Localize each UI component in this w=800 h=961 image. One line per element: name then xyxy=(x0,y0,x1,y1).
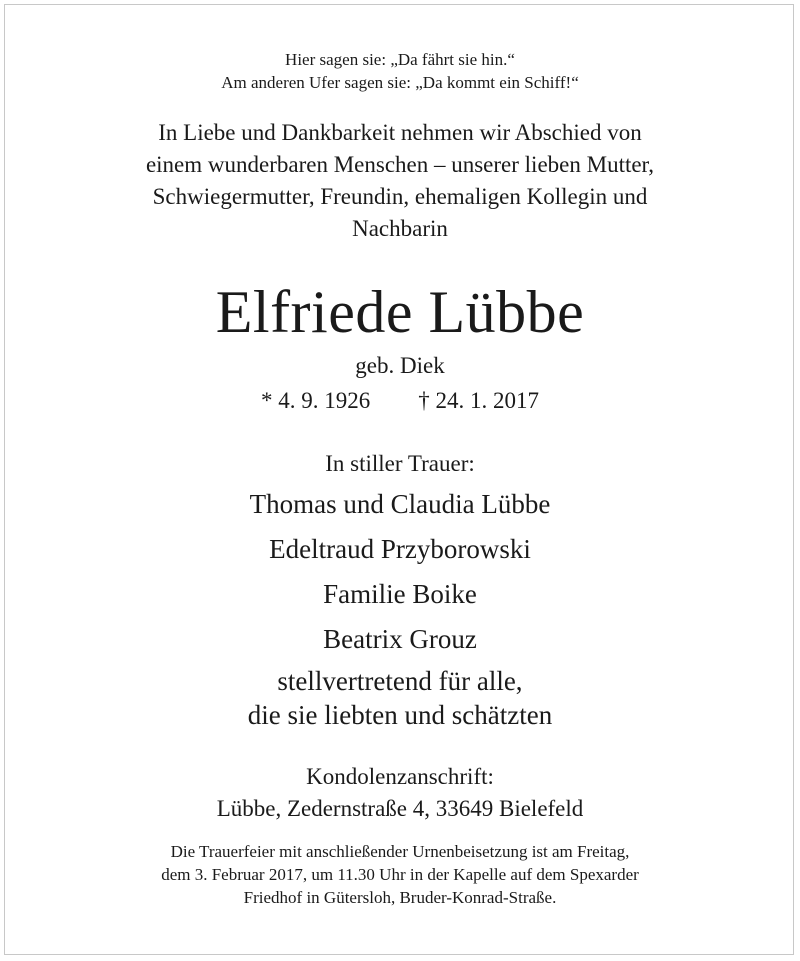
mourner-name: Thomas und Claudia Lübbe xyxy=(249,489,551,519)
death-date: † 24. 1. 2017 xyxy=(418,388,539,413)
quote-line-1: Hier sagen sie: „Da fährt sie hin.“ xyxy=(285,50,515,69)
quote-line-2: Am anderen Ufer sagen sie: „Da kommt ein Schiff!“ xyxy=(221,73,579,92)
funeral-service-info xyxy=(0,840,800,909)
intro-line-2: einem wunderbaren Menschen – unserer lieben Mutter, xyxy=(145,152,655,177)
service-line-2: dem 3. Februar 2017, um 11.30 Uhr in der Kapelle auf dem Spexarder xyxy=(161,865,639,884)
mourner-closing xyxy=(0,664,800,732)
mourner-list xyxy=(0,482,800,662)
birth-date: * 4. 9. 1926 xyxy=(261,388,371,413)
intro-line-3: Schwiegermutter, Freundin, ehemaligen Kollegin und xyxy=(152,184,648,209)
service-line-3: Friedhof in Gütersloh, Bruder-Konrad-Straße. xyxy=(243,888,557,907)
closing-line-1: stellvertretend für alle, xyxy=(277,666,523,696)
deceased-name: Elfriede Lübbe xyxy=(215,279,585,345)
mourner-name: Beatrix Grouz xyxy=(323,624,477,654)
condolence-heading: Kondolenzanschrift: xyxy=(306,764,494,789)
birth-name: geb. Diek xyxy=(355,353,445,378)
intro-line-4: Nachbarin xyxy=(352,216,448,241)
condolence-address xyxy=(0,761,800,825)
mourner-name: Edeltraud Przyborowski xyxy=(269,534,531,564)
intro-text xyxy=(0,117,800,245)
mourner-name: Familie Boike xyxy=(323,579,477,609)
closing-line-2: die sie liebten und schätzten xyxy=(247,700,553,730)
service-line-1: Die Trauerfeier mit anschließender Urnenbeisetzung ist am Freitag, xyxy=(170,842,630,861)
mourning-heading: In stiller Trauer: xyxy=(325,451,475,476)
life-dates xyxy=(0,386,800,416)
intro-line-1: In Liebe und Dankbarkeit nehmen wir Abschied von xyxy=(158,120,642,145)
epigraph-quote xyxy=(0,48,800,94)
condolence-address-line: Lübbe, Zedernstraße 4, 33649 Bielefeld xyxy=(216,796,584,821)
